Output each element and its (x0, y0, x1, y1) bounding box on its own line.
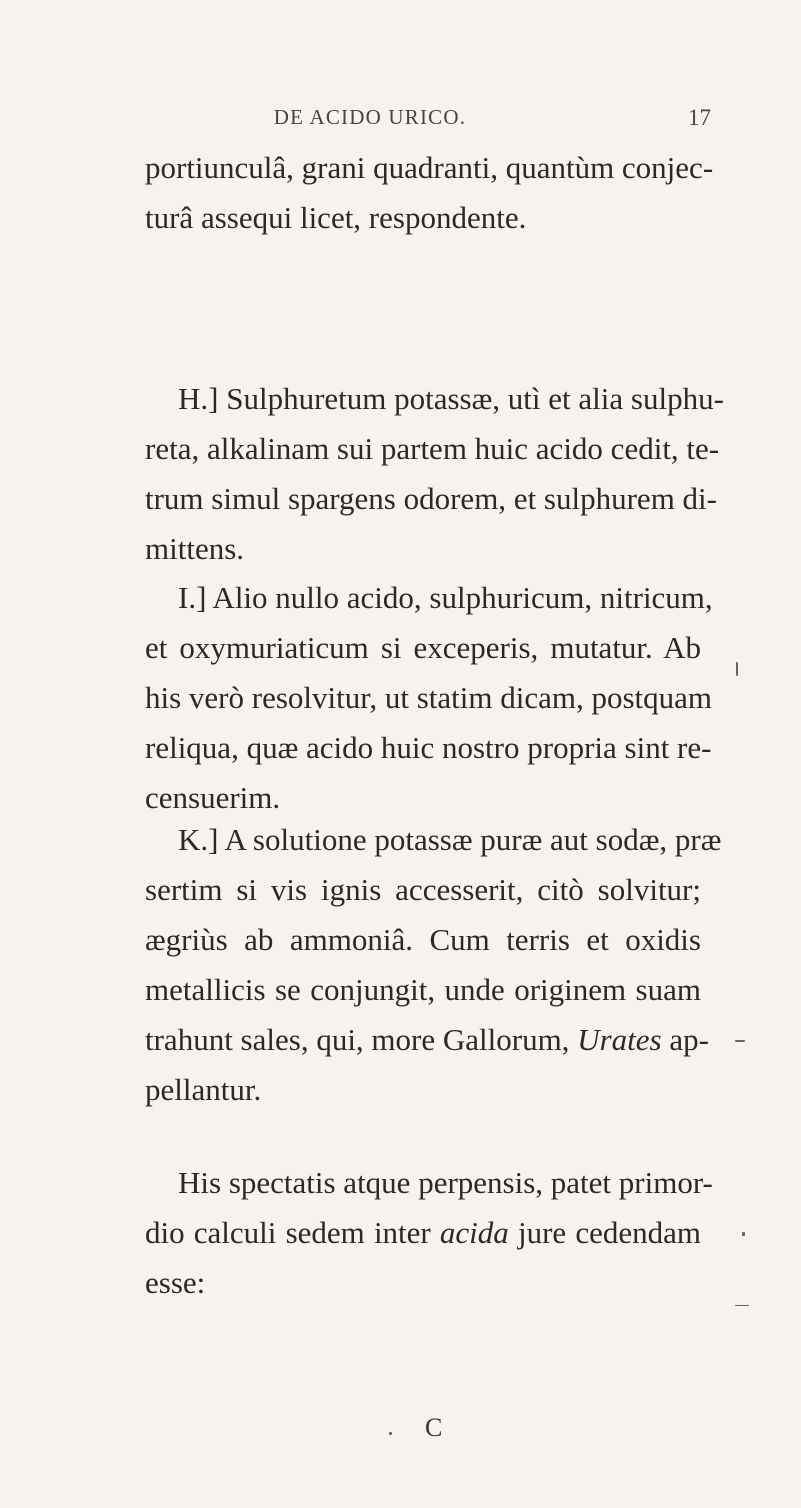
text-line: censuerim. (145, 780, 281, 815)
page-number: 17 (688, 105, 711, 130)
speck (742, 1232, 745, 1236)
text-line: I.] Alio nullo acido, sulphuricum, nitricum, (178, 580, 713, 615)
text-segment: dio calculi sedem inter (145, 1215, 431, 1250)
text-line: his verò resolvitur, ut statim dicam, postquam (145, 680, 713, 715)
text-line: pellantur. (145, 1072, 262, 1107)
text-line: trum simul spargens odorem, et sulphurem di- (145, 481, 717, 516)
paragraph-k (145, 815, 722, 1115)
paragraph-i (145, 573, 713, 823)
text-line: reliqua, quæ acido huic nostro propria sint re- (145, 730, 712, 765)
text-line: mittens. (145, 531, 245, 566)
text-line: reta, alkalinam sui partem huic acido cedit, te- (145, 431, 720, 466)
running-head-title: DE ACIDO URICO. (273, 105, 467, 129)
text-line: portiunculâ, grani quadranti, quantùm conjec- (145, 150, 714, 185)
text-line: esse: (145, 1265, 206, 1300)
running-head (0, 105, 801, 145)
text-segment: ap- (669, 1022, 709, 1057)
speck (735, 1040, 745, 1042)
paragraph-continuation (145, 143, 714, 243)
text-segment: trahunt sales, qui, more Gallorum, (145, 1022, 570, 1057)
text-line: His spectatis atque perpensis, patet primor- (178, 1165, 713, 1200)
speck (735, 1305, 749, 1306)
paragraph-h (145, 374, 724, 574)
text-line: ægriùs ab ammoniâ. Cum terris et oxidis (145, 922, 701, 957)
text-line: et oxymuriaticum si exceperis, mutatur. Ab (145, 630, 701, 665)
text-line: H.] Sulphuretum potassæ, utì et alia sulphu- (178, 381, 724, 416)
italic-term: acida (439, 1215, 509, 1250)
text-line-with-italic (145, 1208, 701, 1258)
text-line-with-italic (145, 1015, 709, 1065)
paragraph-conclusion (145, 1158, 713, 1308)
text-line: metallicis se conjungit, unde originem suam (145, 972, 701, 1007)
italic-term: Urates (577, 1022, 662, 1057)
signature-mark: C (425, 1413, 443, 1442)
speck (389, 1432, 392, 1435)
text-segment: jure cedendam (517, 1215, 701, 1250)
text-line: K.] A solutione potassæ puræ aut sodæ, præ (178, 822, 722, 857)
text-line: sertim si vis ignis accesserit, citò solvitur; (145, 872, 701, 907)
text-line: turâ assequi licet, respondente. (145, 200, 527, 235)
speck (736, 662, 738, 676)
